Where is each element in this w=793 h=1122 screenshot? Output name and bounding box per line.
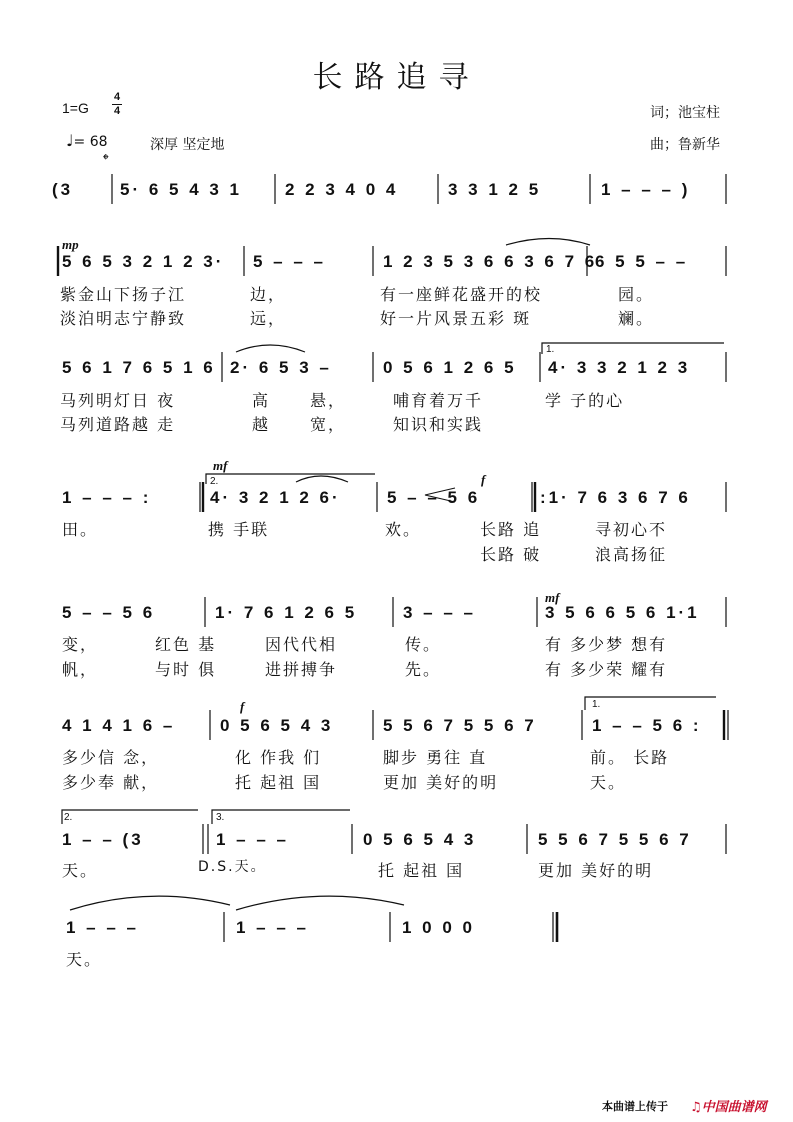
- lyric-verse-2: 浪高扬征: [595, 545, 668, 564]
- segno-icon: 𝄌: [103, 150, 109, 169]
- system-6-measure-1: 4 1 4 1 6 –: [62, 716, 176, 735]
- lyric-verse-2: 先。: [405, 660, 442, 679]
- system-7-measure-1: 1 – – (3: [62, 830, 144, 849]
- lyric-verse-2: 宽，: [310, 415, 347, 434]
- lyric-verse-2: 有 多少荣 耀有: [545, 660, 668, 679]
- volta-1-label: 1.: [592, 699, 601, 710]
- lyric-verse-1: 红色 基: [155, 635, 217, 654]
- dynamic-f: f: [240, 699, 245, 714]
- system-8-measure-2: 1 – – –: [236, 918, 309, 937]
- lyric-verse-2: 淡泊明志宁静致: [60, 309, 187, 328]
- lyric-verse-1: 更加 美好的明: [538, 861, 654, 880]
- ds-marking: D.S.天。: [198, 859, 267, 875]
- system-2-measure-4: 6 5 5 – –: [595, 252, 689, 271]
- system-7-measure-4: 5 5 6 7 5 5 6 7: [538, 830, 692, 849]
- lyric-verse-1: 哺育着万千: [393, 391, 484, 410]
- volta-1-label: 1.: [546, 344, 555, 355]
- system-4-measure-2: 4· 3 2 1 2 6·: [210, 488, 341, 507]
- system-6-measure-2: 0 5 6 5 4 3: [220, 716, 334, 735]
- system-4-measure-4: :1· 7 6 3 6 7 6: [540, 488, 691, 507]
- footer-upload-text: 本曲谱上传于: [602, 1100, 668, 1113]
- system-5-measure-2: 1· 7 6 1 2 6 5: [215, 603, 358, 622]
- system-2-measure-1: 5 6 5 3 2 1 2 3·: [62, 252, 225, 271]
- lyric-verse-1: 化 作我 们: [235, 748, 322, 767]
- lyric-verse-1: 寻初心不: [595, 520, 668, 539]
- system-3-measure-1: 5 6 1 7 6 5 1 6: [62, 358, 216, 377]
- lyric-verse-2: 更加 美好的明: [383, 773, 499, 792]
- lyric-verse-1: 长路 追: [480, 520, 542, 539]
- quarter-note-icon: ♩: [66, 131, 74, 150]
- tempo-marking: ♩= 68: [66, 131, 108, 150]
- system-7-measure-3: 0 5 6 5 4 3: [363, 830, 477, 849]
- site-logo[interactable]: ♫中国曲谱网: [690, 1100, 767, 1115]
- lyric-verse-2: 进拼搏争: [265, 660, 338, 679]
- volta-3-label: 3.: [216, 812, 225, 823]
- lyric-verse-2: 帆，: [62, 660, 99, 679]
- dynamic-mf: mf: [545, 590, 560, 605]
- system-8-measure-3: 1 0 0 0: [402, 918, 475, 937]
- lyric-verse-1: 马列明灯日 夜: [60, 391, 176, 410]
- system-2-measure-3: 1 2 3 5 3 6 6 3 6 7 6: [383, 252, 598, 271]
- system-8-measure-1: 1 – – –: [66, 918, 139, 937]
- system-7-measure-2: 1 – – –: [216, 830, 289, 849]
- system-1-measure-2: 5· 6 5 4 3 1: [120, 180, 243, 199]
- lyric-verse-1: 传。: [405, 635, 442, 654]
- system-5-measure-3: 3 – – –: [403, 603, 476, 622]
- system-2-measure-2: 5 – – –: [253, 252, 326, 271]
- score-title: 长路追寻: [312, 60, 481, 95]
- volta-2-label: 2.: [210, 476, 219, 487]
- lyric-verse-1: 多少信 念，: [62, 748, 160, 767]
- system-4-measure-1: 1 – – – :: [62, 488, 152, 507]
- system-1-measure-1: (3: [52, 180, 74, 199]
- lyric-verse-1: 高: [252, 391, 271, 410]
- lyric-verse-2: 天。: [590, 773, 627, 792]
- composer: 曲；鲁新华: [650, 137, 720, 153]
- lyric-verse-1: 托 起祖 国: [378, 861, 465, 880]
- lyric-verse-2: 斓。: [618, 309, 655, 328]
- time-signature-top: 4: [113, 91, 121, 103]
- volta-2-label: 2.: [64, 812, 73, 823]
- lyric-verse-2: 托 起祖 国: [235, 773, 322, 792]
- lyric-verse-2: 多少奉 献，: [62, 773, 160, 792]
- dynamic-mp: mp: [62, 237, 79, 252]
- lyric-verse-1: 悬，: [310, 391, 347, 410]
- system-3-measure-3: 0 5 6 1 2 6 5: [383, 358, 517, 377]
- lyric-verse-2: 越: [252, 415, 271, 434]
- lyric-verse-1: 田。: [62, 520, 99, 539]
- lyric-verse-1: 欢。: [385, 520, 422, 539]
- system-5-measure-1: 5 – – 5 6: [62, 603, 156, 622]
- system-4-measure-3: 5 – – 5 6: [387, 488, 481, 507]
- lyric-verse-1: 边，: [250, 285, 287, 304]
- lyric-verse-2: 好一片风景五彩 斑: [380, 309, 532, 328]
- expression-marking: 深厚 坚定地: [150, 137, 225, 153]
- lyric-verse-2: 知识和实践: [393, 415, 484, 434]
- system-1-measure-5: 1 – – – ): [601, 180, 691, 199]
- system-1-measure-3: 2 2 3 4 0 4: [285, 180, 399, 199]
- lyric-verse-1: 变，: [62, 635, 99, 654]
- lyric-verse-1: 紫金山下扬子江: [60, 285, 187, 304]
- lyric-verse-1: 携 手联: [208, 520, 270, 539]
- system-3-measure-2: 2· 6 5 3 –: [230, 358, 332, 377]
- lyric-verse-1: 天。: [62, 861, 99, 880]
- lyricist: 词；池宝柱: [650, 105, 720, 121]
- system-1-measure-4: 3 3 1 2 5: [448, 180, 542, 199]
- key-signature: 1=G: [62, 100, 89, 116]
- system-6-measure-3: 5 5 6 7 5 5 6 7: [383, 716, 537, 735]
- system-6-measure-4: 1 – – 5 6 :: [592, 716, 702, 735]
- lyric-verse-2: 远，: [250, 309, 287, 328]
- music-note-logo-icon: ♫: [690, 1100, 702, 1115]
- lyric-verse-2: 马列道路越 走: [60, 415, 176, 434]
- lyric-verse-1: 有 多少梦 想有: [545, 635, 668, 654]
- lyric-verse-1: 学 子的心: [545, 391, 625, 410]
- lyric-verse-2: 与时 俱: [155, 660, 217, 679]
- system-3-measure-4: 4· 3 3 2 1 2 3: [548, 358, 691, 377]
- time-signature-bottom: 4: [113, 105, 121, 117]
- dynamic-f: f: [481, 472, 486, 487]
- lyric-verse-1: 有一座鲜花盛开的校: [380, 285, 543, 304]
- lyric-verse-1: 园。: [618, 285, 655, 304]
- system-5-measure-4: 3 5 6 6 5 6 1·1: [545, 603, 700, 622]
- lyric-verse-2: 长路 破: [480, 545, 542, 564]
- lyric-verse-1: 脚步 勇往 直: [383, 748, 488, 767]
- lyric-verse-1: 因代代相: [265, 635, 338, 654]
- lyric-verse-1: 天。: [66, 950, 103, 969]
- dynamic-mf: mf: [213, 458, 228, 473]
- lyric-verse-1: 前。 长路: [590, 748, 670, 767]
